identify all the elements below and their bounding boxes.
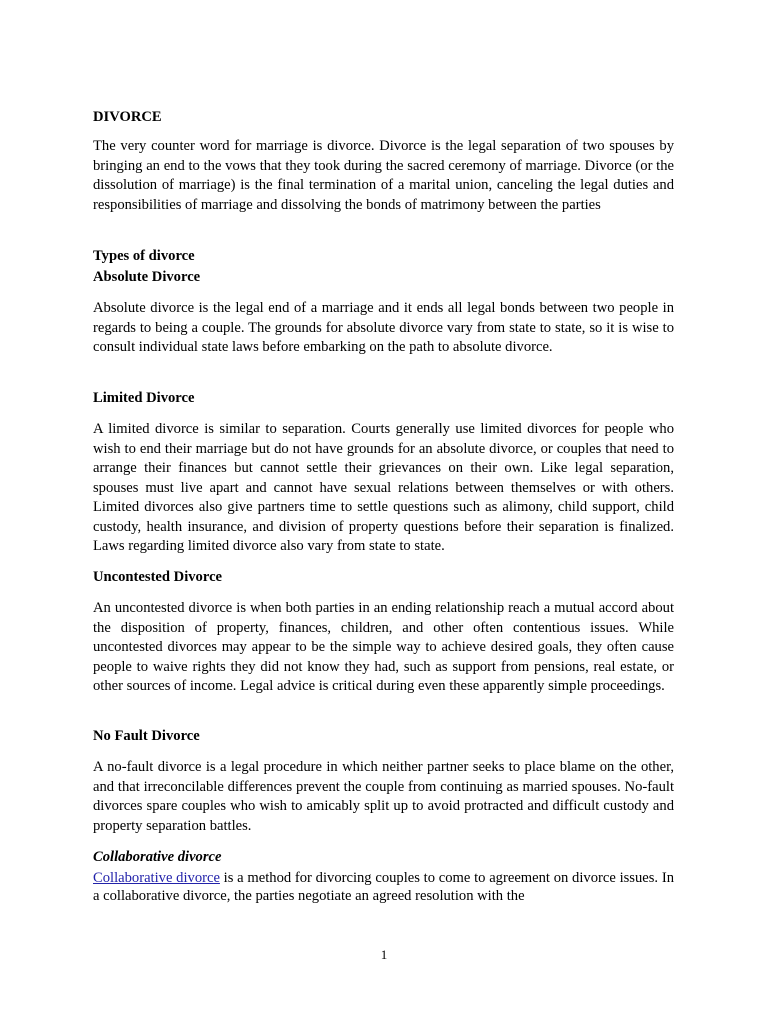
page-number: 1 — [380, 947, 388, 962]
collaborative-body-text: is a method for divorcing couples to come to agreement on divorce issues. In a collaborative divorce, the parties negotiate an agreed resolution with the — [93, 870, 674, 904]
section-heading-no-fault: No Fault Divorce — [93, 728, 200, 744]
collaborative-divorce-link[interactable]: Collaborative divorce — [93, 870, 220, 886]
section-heading-limited: Limited Divorce — [93, 390, 195, 406]
intro-paragraph: The very counter word for marriage is divorce. Divorce is the legal separation of two spouses by bringing an end to the vows that they took during the sacred ceremony of marriage. Divorce (or the dissolution of marriage) is the final termination of a marital union, canceling the legal duties and responsibilities of marriage and dissolving the bonds of matrimony between the parties — [93, 138, 674, 213]
section-body-no-fault: A no-fault divorce is a legal procedure in which neither partner seeks to place blame on the other, and that irreconcilable differences prevent the couple from continuing as married spouses. No-fault divorces spare couples who wish to amicably split up to avoid protracted and difficult custody and property separation battles. — [93, 759, 674, 834]
types-heading: Types of divorce — [93, 248, 195, 264]
section-body-absolute: Absolute divorce is the legal end of a marriage and it ends all legal bonds between two people in regards to being a couple. The grounds for absolute divorce vary from state to state, so it is wise to consult individual state laws before embarking on the path to absolute divorce. — [93, 300, 674, 355]
section-body-limited: A limited divorce is similar to separation. Courts generally use limited divorces for people who wish to end their marriage but do not have grounds for an absolute divorce, or couples that need to arrange their finances but cannot settle their grievances on their own. Like legal separation, spouses must live apart and cannot have sexual relations between themselves or with others. Limited divorces also give partners time to settle questions such as alimony, child support, child custody, health insurance, and division of property questions before their separation is finalized. Laws regarding limited divorce also vary from state to state. — [93, 421, 674, 554]
section-heading-uncontested: Uncontested Divorce — [93, 569, 223, 585]
document-page — [93, 0, 674, 1024]
section-body-uncontested: An uncontested divorce is when both parties in an ending relationship reach a mutual accord about the disposition of property, finances, children, and other often contentious issues. While uncontested divorces may appear to be the simple way to achieve desired goals, they often cause people to waive rights they did not know they had, such as support from pensions, real estate, or other sources of income. Legal advice is critical during even these apparently simple proceedings. — [93, 600, 674, 694]
document-title: DIVORCE — [93, 109, 162, 125]
section-body-collaborative — [93, 870, 674, 905]
section-heading-absolute: Absolute Divorce — [93, 269, 201, 285]
section-heading-collaborative: Collaborative divorce — [93, 849, 222, 865]
page-break-mask — [0, 905, 768, 945]
